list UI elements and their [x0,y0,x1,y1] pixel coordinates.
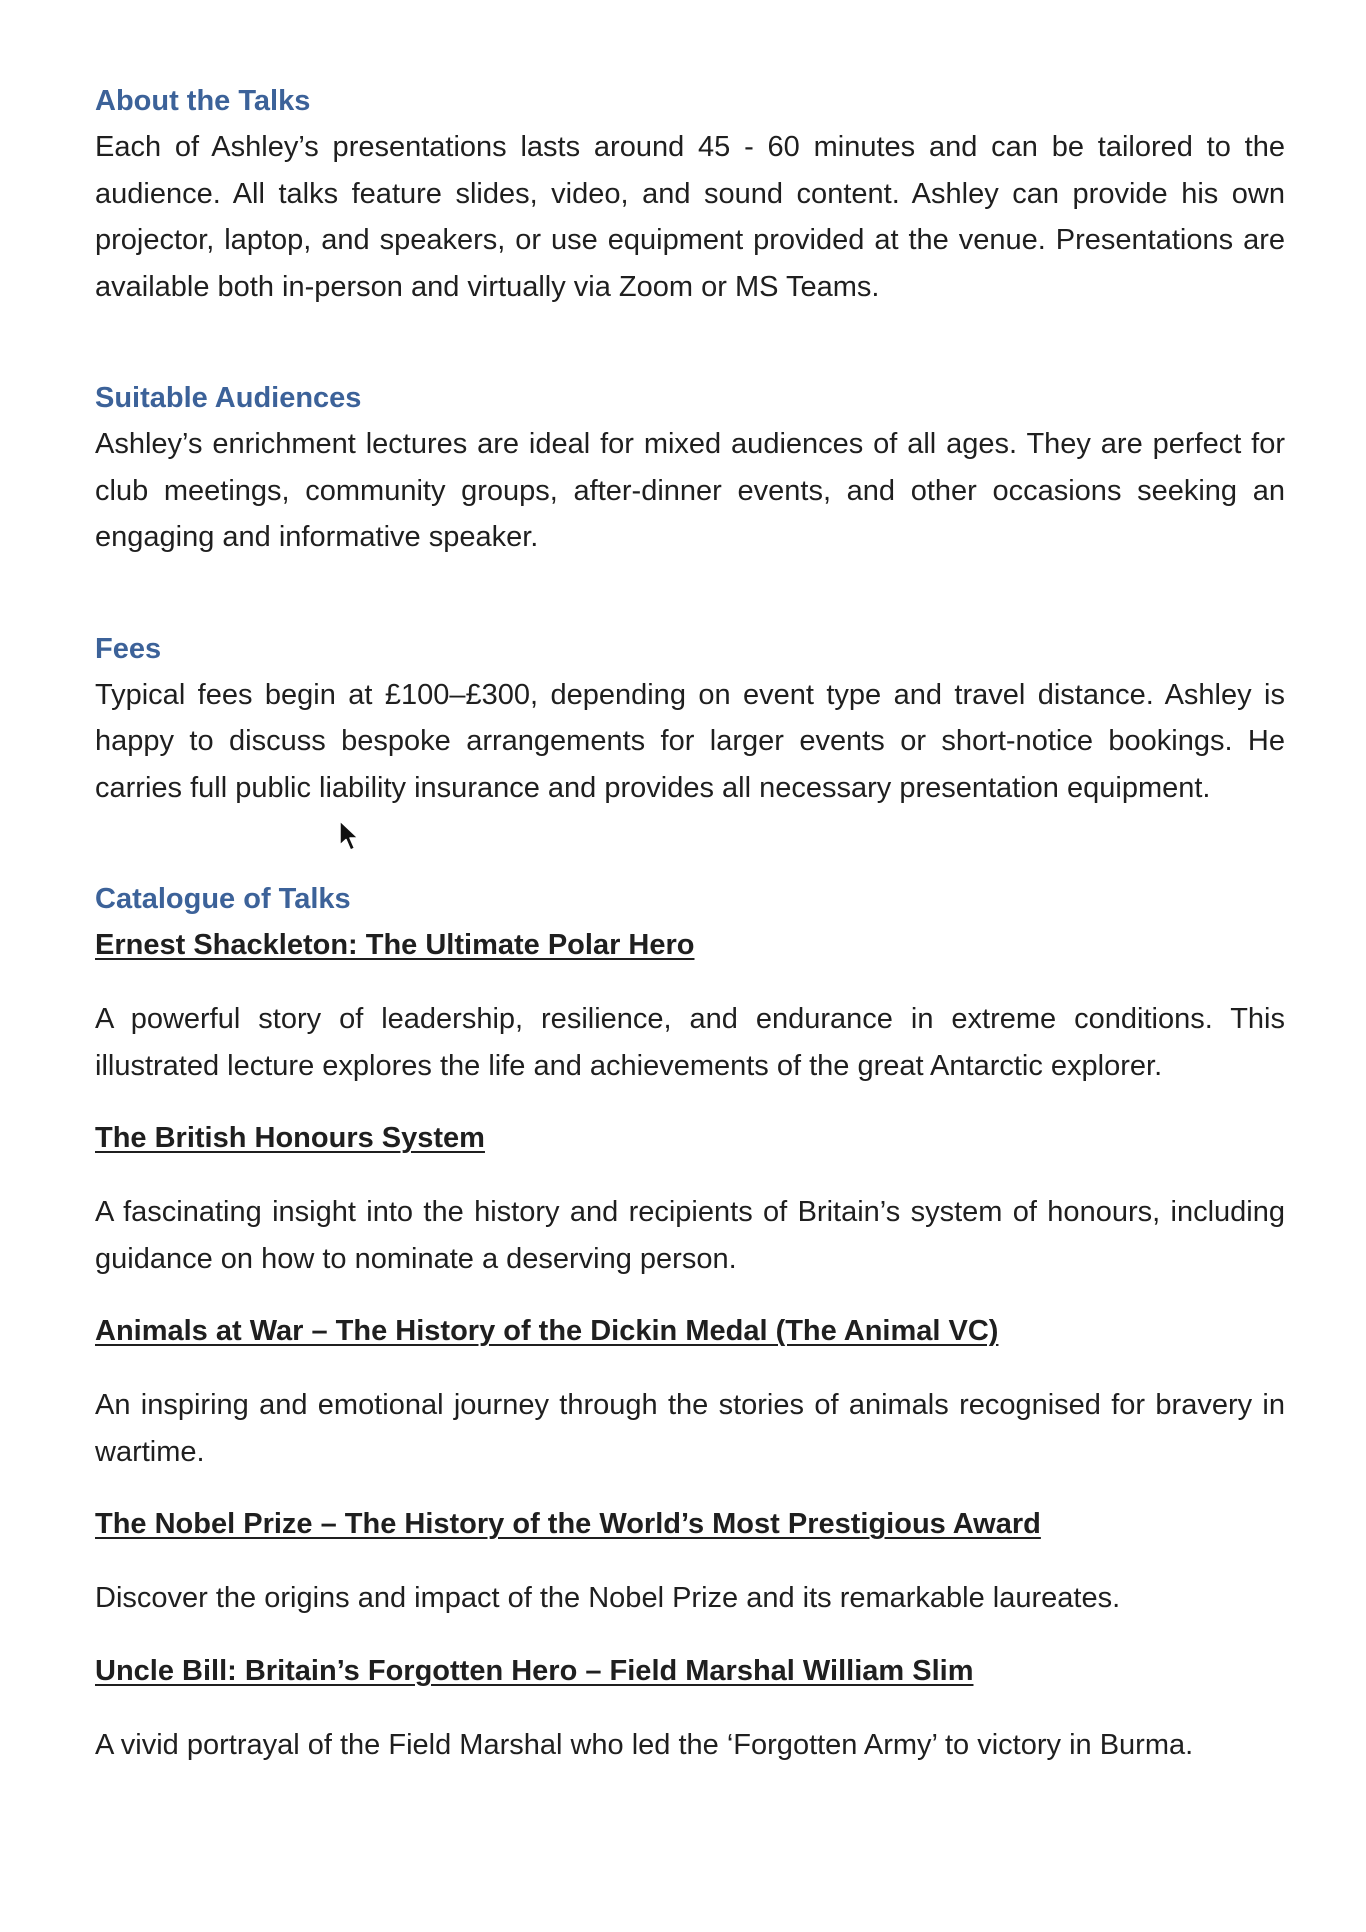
section-catalogue [95,876,1285,1768]
section-fees [95,626,1285,812]
talk-description: A powerful story of leadership, resilience, and endurance in extreme conditions. This illustrated lecture explores the life and achievements of the great Antarctic explorer. [95,1003,1285,1082]
talk-item [95,1501,1285,1622]
section-spacer [95,310,1285,375]
document-page [95,78,1285,1794]
section-heading-fees: Fees [95,632,162,665]
talk-description: An inspiring and emotional journey through the stories of animals recognised for bravery in wartime. [95,1389,1285,1468]
talk-description: A fascinating insight into the history and recipients of Britain’s system of honours, including guidance on how to nominate a deserving person. [95,1196,1285,1275]
section-body-about: Each of Ashley’s presentations lasts around 45 - 60 minutes and can be tailored to the audience. All talks feature slides, video, and sound content. Ashley can provide his own projector, laptop, and speakers, or use equipment provided at the venue. Presentations are available both in-person and virtually via Zoom or MS Teams. [95,131,1285,303]
talk-title-link[interactable]: Animals at War – The History of the Dickin Medal (The Animal VC) [95,1315,999,1347]
section-heading-catalogue: Catalogue of Talks [95,883,351,915]
section-heading-about: About the Talks [95,85,311,117]
talk-title-link[interactable]: Uncle Bill: Britain’s Forgotten Hero – Field Marshal William Slim [95,1654,974,1687]
section-spacer [95,811,1285,876]
talk-item [95,1648,1285,1769]
section-body-fees: Typical fees begin at £100–£300, depending on event type and travel distance. Ashley is happy to discuss bespoke arrangements for larger events or short-notice bookings. He carries full public liability insurance and provides all necessary presentation equipment. [95,678,1285,804]
talk-item [95,922,1285,1089]
talk-title-link[interactable]: The British Honours System [95,1122,485,1154]
talk-item [95,1308,1285,1475]
section-heading-audiences: Suitable Audiences [95,382,362,414]
section-body-audiences: Ashley’s enrichment lectures are ideal for mixed audiences of all ages. They are perfect for club meetings, community groups, after-dinner events, and other occasions seeking an engaging and informative speaker. [95,428,1285,553]
talk-title-link[interactable]: Ernest Shackleton: The Ultimate Polar Hero [95,929,695,961]
section-audiences [95,375,1285,561]
talk-title-link[interactable]: The Nobel Prize – The History of the World’s Most Prestigious Award [95,1508,1041,1540]
talk-description: Discover the origins and impact of the Nobel Prize and its remarkable laureates. [95,1582,1121,1614]
talk-description: A vivid portrayal of the Field Marshal who led the ‘Forgotten Army’ to victory in Burma. [95,1728,1194,1761]
mouse-pointer-icon [338,820,360,852]
section-about [95,78,1285,310]
section-spacer [95,561,1285,626]
talk-item [95,1115,1285,1282]
